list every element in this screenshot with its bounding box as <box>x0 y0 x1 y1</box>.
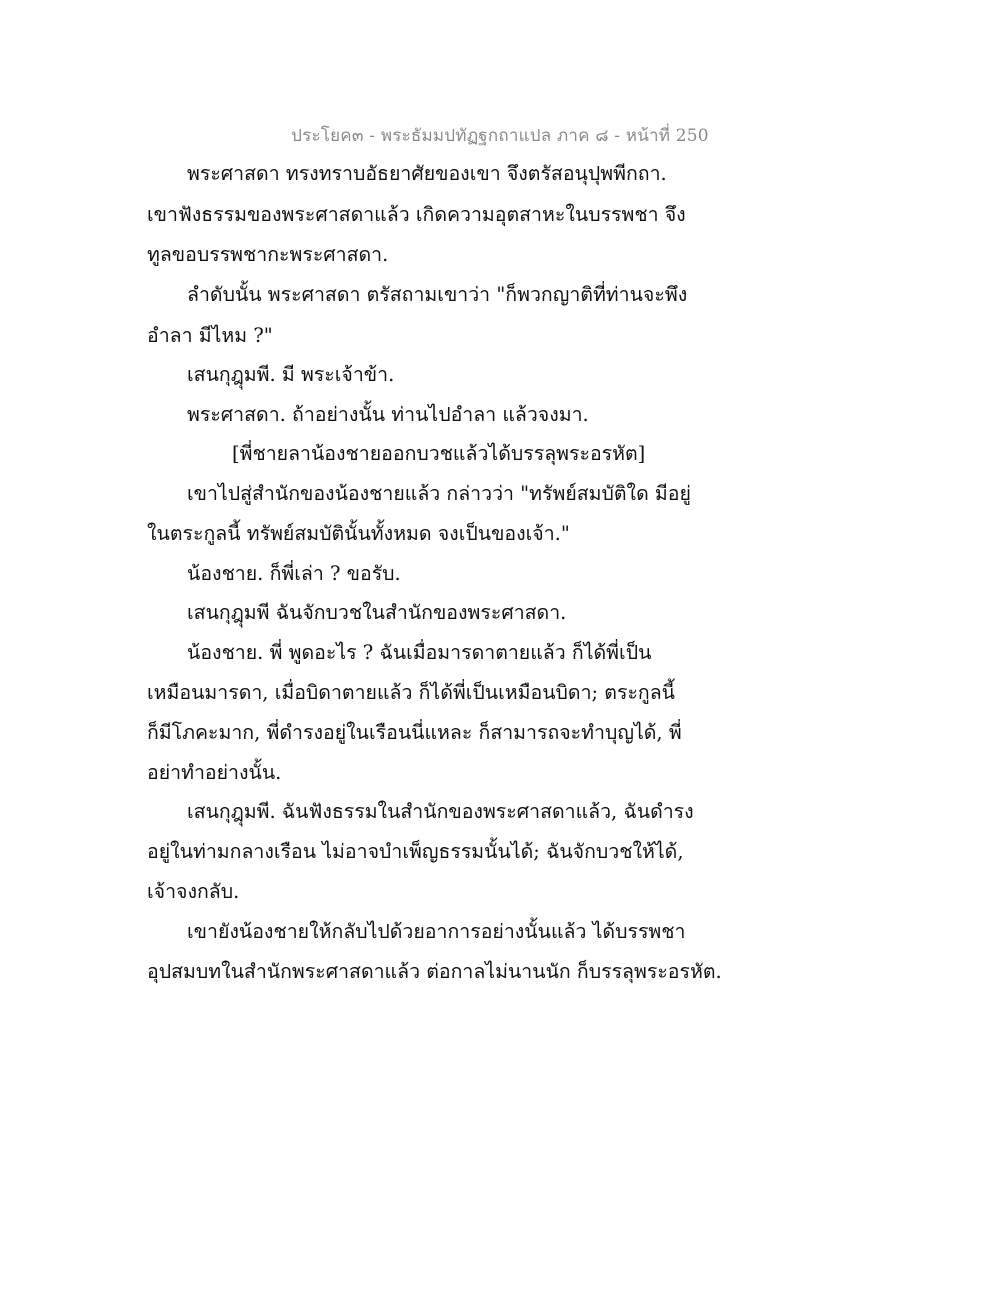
body-line: ก็มีโภคะมาก, พี่ดำรงอยู่ในเรือนนี่แหละ ก็สามารถจะทำบุญได้, พี่ <box>147 721 682 744</box>
body-line: เขาไปสู่สำนักของน้องชายแล้ว กล่าวว่า "ทรัพย์สมบัติใด มีอยู่ <box>187 482 691 505</box>
body-line: เสนกุฎุมพี. มี พระเจ้าข้า. <box>187 363 395 386</box>
body-line: อำลา มีไหม ?" <box>147 324 273 347</box>
body-line: อย่าทำอย่างนั้น. <box>147 761 282 784</box>
body-line: ทูลขอบรรพชากะพระศาสดา. <box>147 243 389 266</box>
page-header: ประโยค๓ - พระธัมมปทัฏฐกถาแปล ภาค ๘ - หน้าที่ 250 <box>291 126 709 146</box>
section-subheading: [พี่ชายลาน้องชายออกบวชแล้วได้บรรลุพระอรหัต] <box>232 442 646 465</box>
body-line: เหมือนมารดา, เมื่อบิดาตายแล้ว ก็ได้พี่เป็นเหมือนบิดา; ตระกูลนี้ <box>147 681 676 704</box>
body-line: เขายังน้องชายให้กลับไปด้วยอาการอย่างนั้นแล้ว ได้บรรพชา <box>187 920 686 943</box>
body-line: อุปสมบทในสำนักพระศาสดาแล้ว ต่อกาลไม่นานนัก ก็บรรลุพระอรหัต. <box>147 960 722 983</box>
body-line: เสนกุฎุมพี. ฉันฟังธรรมในสำนักของพระศาสดาแล้ว, ฉันดำรง <box>187 800 694 823</box>
body-line: ลำดับนั้น พระศาสดา ตรัสถามเขาว่า "ก็พวกญาติที่ท่านจะพึง <box>187 283 688 306</box>
body-line: เจ้าจงกลับ. <box>147 880 240 903</box>
body-line: น้องชาย. พี่ พูดอะไร ? ฉันเมื่อมารดาตายแล้ว ก็ได้พี่เป็น <box>187 641 652 664</box>
body-line: พระศาสดา. ถ้าอย่างนั้น ท่านไปอำลา แล้วจงมา. <box>187 403 589 426</box>
body-line: เสนกุฎุมพี ฉันจักบวชในสำนักของพระศาสดา. <box>187 601 567 624</box>
body-line: ในตระกูลนี้ ทรัพย์สมบัตินั้นทั้งหมด จงเป็นของเจ้า." <box>147 522 570 545</box>
body-line: อยู่ในท่ามกลางเรือน ไม่อาจบำเพ็ญธรรมนั้นได้; ฉันจักบวชให้ได้, <box>147 840 684 863</box>
body-line: เขาฟังธรรมของพระศาสดาแล้ว เกิดความอุตสาหะในบรรพชา จึง <box>147 203 686 226</box>
body-line: น้องชาย. ก็พี่เล่า ? ขอรับ. <box>187 562 401 585</box>
body-line: พระศาสดา ทรงทราบอัธยาศัยของเขา จึงตรัสอนุปุพพีกถา. <box>187 162 667 185</box>
